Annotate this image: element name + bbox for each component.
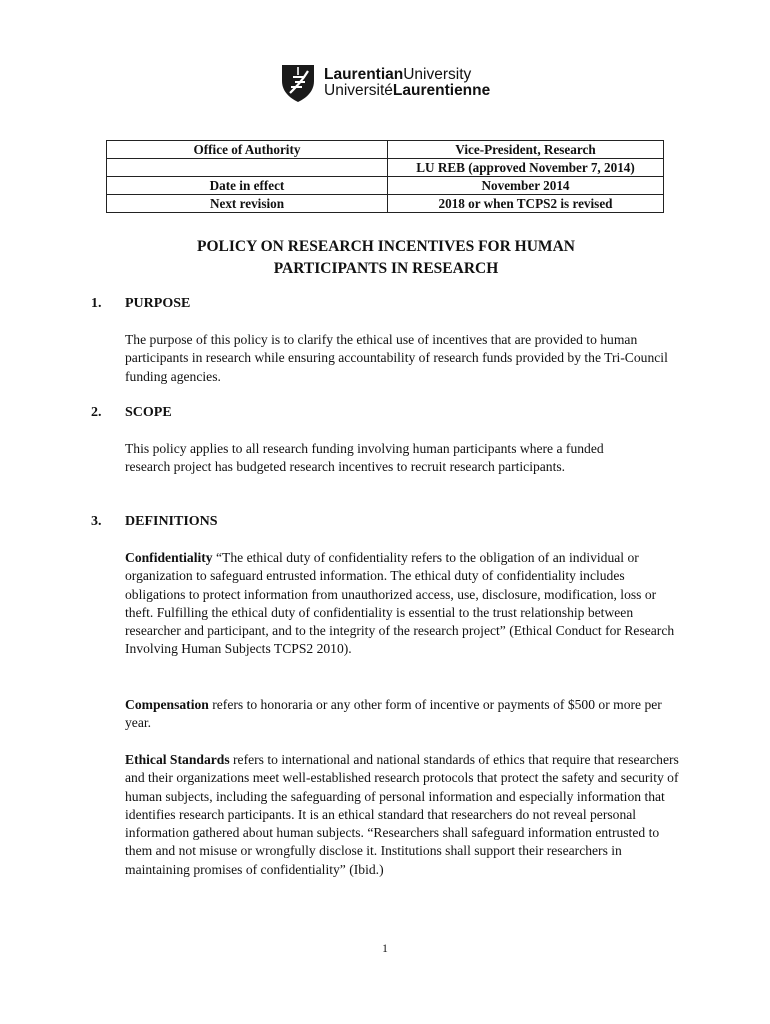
logo-laurentienne: Laurentienne — [392, 82, 491, 99]
section-heading-definitions: DEFINITIONS — [125, 514, 218, 529]
logo-wordmark — [324, 67, 490, 99]
definition-term: Confidentiality — [125, 550, 213, 565]
title-line-1: POLICY ON RESEARCH INCENTIVES FOR HUMAN — [197, 238, 575, 255]
section-number: 1. — [91, 296, 102, 311]
definition-term: Compensation — [125, 697, 209, 712]
definition-text: refers to international and national standards of ethics that require that researchers and their organizations meet well-established research protocols that protect the safety and security of human subjects, including the safeguarding of personal information and especially information that identifies research participants. It is an ethical standard that researchers do not reveal personal information gathered about human subjects. “Researchers shall safeguard information entrusted to them and not misuse or wrongfully disclose it. Institutions shall support their researchers in maintaining promises of confidentiality” (Ibid.) — [125, 752, 679, 877]
table-row — [107, 195, 664, 213]
meta-label: Date in effect — [107, 177, 388, 195]
meta-value: Vice-President, Research — [388, 141, 664, 159]
definition-text: refers to honoraria or any other form of incentive or payments of $500 or more per year. — [125, 697, 662, 731]
definition-text: “The ethical duty of confidentiality refers to the obligation of an individual or organization to safeguard entrusted information. The ethical duty of confidentiality includes obligations to protect information from unauthorized access, use, disclosure, modification, loss or theft. Fulfilling the ethical duty of confidentiality is essential to the trust relationship between researcher and participant, and to the integrity of the research project” (Ethical Conduct for Research Involving Human Subjects TCPS2 2010). — [125, 550, 675, 657]
definition-confidentiality — [125, 549, 681, 659]
logo-universite: Université — [324, 82, 393, 99]
meta-value: November 2014 — [388, 177, 664, 195]
table-row — [107, 177, 664, 195]
meta-label: Next revision — [107, 195, 388, 213]
page-number: 1 — [382, 943, 388, 955]
scope-paragraph: This policy applies to all research funding involving human participants where a funded research project has budgeted research incentives to recruit research participants. — [125, 441, 604, 475]
university-logo — [280, 62, 490, 104]
meta-value: 2018 or when TCPS2 is revised — [388, 195, 664, 213]
logo-university: University — [403, 66, 472, 83]
section-number: 3. — [91, 514, 102, 529]
title-line-2: PARTICIPANTS IN RESEARCH — [273, 260, 499, 277]
meta-value: LU REB (approved November 7, 2014) — [388, 159, 664, 177]
table-row — [107, 159, 664, 177]
section-heading-scope: SCOPE — [125, 405, 172, 420]
section-number: 2. — [91, 405, 102, 420]
logo-line-english — [324, 67, 490, 83]
purpose-paragraph: The purpose of this policy is to clarify the ethical use of incentives that are provided to human participants in research while ensuring accountability of research funds provided by the Tri-Council funding agencies. — [125, 332, 668, 384]
logo-line-french — [324, 83, 490, 99]
policy-meta-table — [106, 140, 664, 213]
section-heading-purpose: PURPOSE — [125, 296, 191, 311]
shield-crest-icon — [280, 63, 316, 103]
definition-compensation — [125, 696, 681, 733]
meta-label: Office of Authority — [107, 141, 388, 159]
meta-label — [107, 159, 388, 177]
logo-laurentian: Laurentian — [324, 66, 404, 83]
policy-title — [110, 236, 662, 280]
definition-term: Ethical Standards — [125, 752, 230, 767]
table-row — [107, 141, 664, 159]
definition-ethical-standards — [125, 751, 681, 879]
